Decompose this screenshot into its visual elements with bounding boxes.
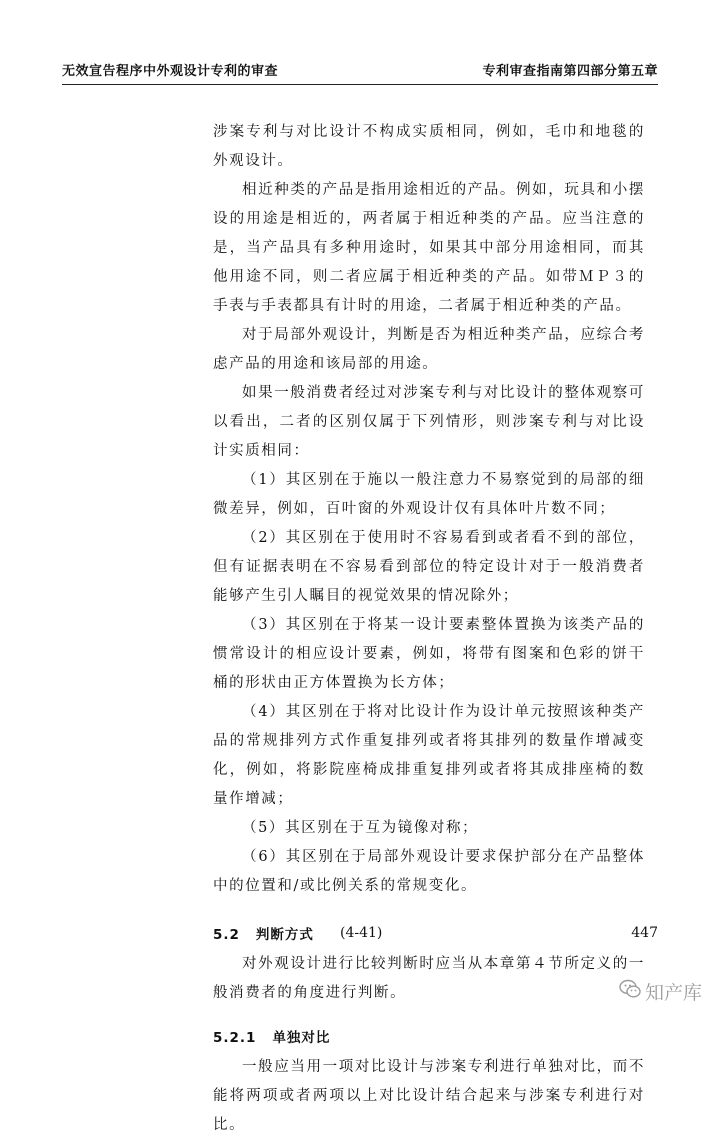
section-number: 5.2.1 <box>213 1030 257 1046</box>
paragraph-partial-design: 对于局部外观设计，判断是否为相近种类产品，应综合考虑产品的用途和该局部的用途。 <box>213 327 645 372</box>
page-footer <box>62 925 658 949</box>
section-title: 判断方式 <box>255 927 314 943</box>
watermark-text: 知产库 <box>644 981 702 1004</box>
spacer <box>213 1008 645 1024</box>
paragraph-similar-products: 相近种类的产品是指用途相近的产品。例如，玩具和小摆设的用途是相近的，两者属于相近种类的产品。应当注意的是，当产品具有多种用途时，如果其中部分用途相同，而其他用途不同，则二者应属于相近种类的产品。如带ＭＰ３的手表与手表都具有计时的用途，二者属于相近种类的产品。 <box>213 182 645 314</box>
section-number: 5.2 <box>213 927 240 943</box>
page-number: 447 <box>631 925 658 941</box>
list-item-1: （1）其区别在于施以一般注意力不易察觉到的局部的细微差异，例如，百叶窗的外观设计仅有具体叶片数不同； <box>213 472 645 517</box>
running-header <box>62 60 658 84</box>
page-body <box>213 118 645 1140</box>
watermark <box>619 978 702 1004</box>
section-heading-5-2-1 <box>213 1024 645 1053</box>
list-item-5: （5）其区别在于互为镜像对称； <box>242 820 479 836</box>
list-item-6: （6）其区别在于局部外观设计要求保护部分在产品整体中的位置和/或比例关系的常规变化。 <box>213 849 645 894</box>
wechat-icon <box>619 979 645 1004</box>
header-divider <box>62 84 658 85</box>
list-item-4: （4）其区别在于将对比设计作为设计单元按照该种类产品的常规排列方式作重复排列或者将其排列的数量作增减变化，例如，将影院座椅成排重复排列或者将其成排座椅的数量作增减； <box>213 704 645 807</box>
page-reference: (4-41) <box>340 925 383 941</box>
paragraph-single-comparison: 一般应当用一项对比设计与涉案专利进行单独对比，而不能将两项或者两项以上对比设计结合起来与涉案专利进行对比。 <box>213 1059 645 1133</box>
list-item-3: （3）其区别在于将某一设计要素整体置换为该类产品的惯常设计的相应设计要素，例如，将带有图案和色彩的饼干桶的形状由正方体置换为长方体； <box>213 617 645 691</box>
paragraph-judgment-method: 对外观设计进行比较判断时应当从本章第４节所定义的一般消费者的角度进行判断。 <box>213 956 645 1001</box>
spacer <box>213 901 645 921</box>
header-chapter-title: 无效宣告程序中外观设计专利的审查 <box>62 64 279 79</box>
section-title: 单独对比 <box>272 1030 331 1046</box>
header-guide-section: 专利审查指南第四部分第五章 <box>482 64 658 79</box>
paragraph-substantially-same: 如果一般消费者经过对涉案专利与对比设计的整体观察可以看出，二者的区别仅属于下列情形，则涉案专利与对比设计实质相同： <box>213 385 645 459</box>
paragraph-continued: 涉案专利与对比设计不构成实质相同，例如，毛巾和地毯的外观设计。 <box>213 124 645 169</box>
list-item-2: （2）其区别在于使用时不容易看到或者看不到的部位，但有证据表明在不容易看到部位的特定设计对于一般消费者能够产生引人瞩目的视觉效果的情况除外； <box>213 530 645 604</box>
